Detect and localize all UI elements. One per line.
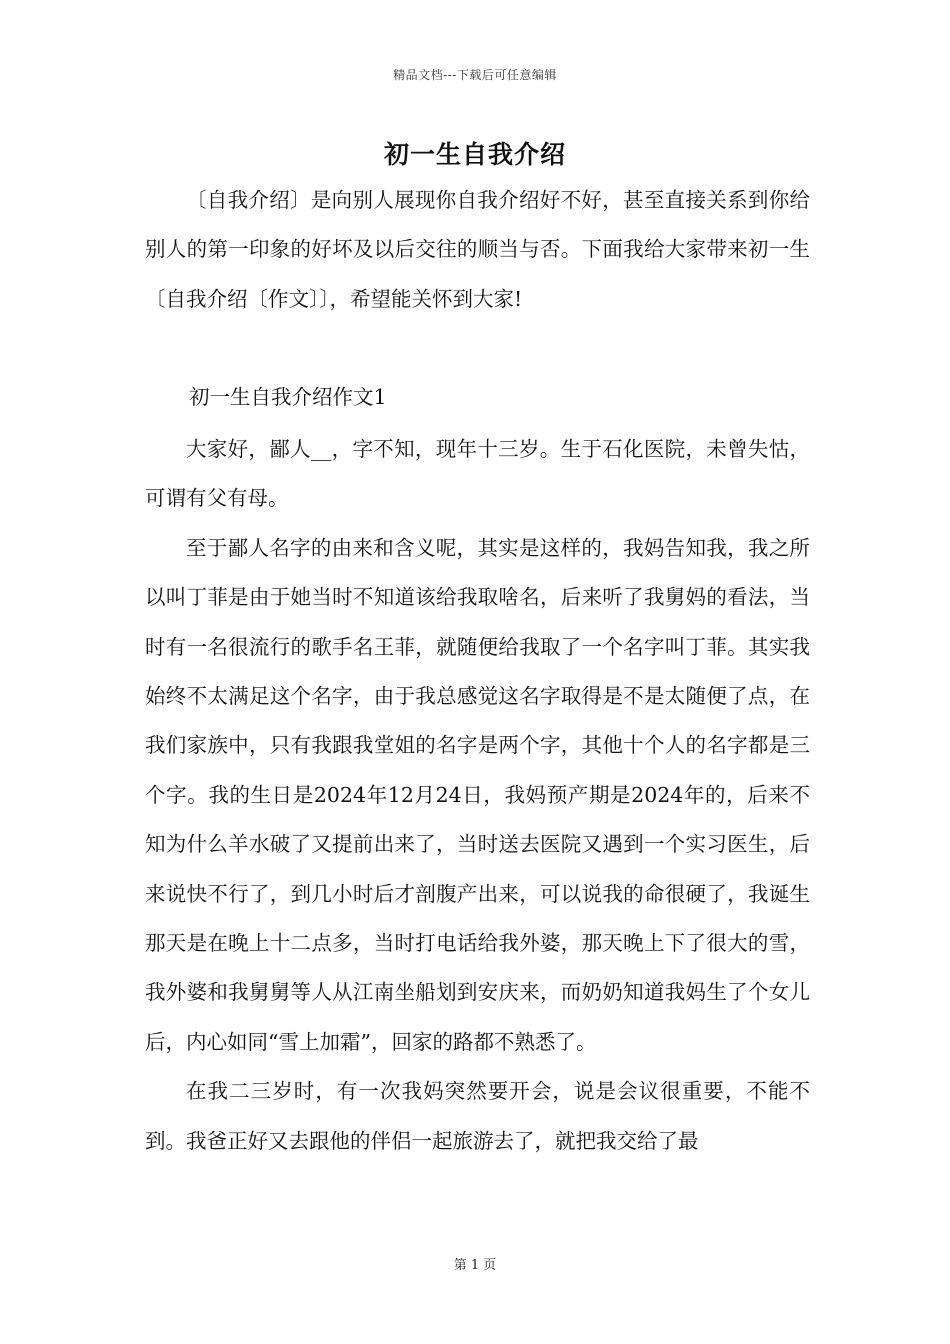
section-heading: 初一生自我介绍作文1 [189, 385, 387, 409]
page-header-note: 精品文档---下载后可任意编辑 [393, 68, 557, 82]
document-title: 初一生自我介绍 [383, 140, 566, 169]
page-number: 第 1 页 [453, 1258, 497, 1273]
essay-paragraph: 在我二三岁时，有一次我妈突然要开会，说是会议很重要，不能不到。我爸正好又去跟他的伴侣一起旅游去了，就把我交给了最 [145, 1079, 810, 1153]
intro-section [145, 176, 810, 324]
intro-paragraph: 〔自我介绍〕是向别人展现你自我介绍好不好，甚至直接关系到你给别人的第一印象的好坏及以后交往的顺当与否。下面我给大家带来初一生〔自我介绍〔作文〕〕，希望能关怀到大家! [145, 188, 810, 311]
essay-paragraph: 至于鄙人名字的由来和含义呢，其实是这样的，我妈告知我，我之所以叫丁菲是由于她当时不知道该给我取啥名，后来听了我舅妈的看法，当时有一名很流行的歌手名王菲，就随便给我取了一个名字叫丁菲。其实我始终不太满足这个名字，由于我总感觉这名字取得是不是太随便了点，在我们家族中，只有我跟我堂姐的名字是两个字，其他十个人的名字都是三个字。我的生日是2024年12月24日，我妈预产期是2024年的，后来不知为什么羊水破了又提前出来了，当时送去医院又遇到一个实习医生，后来说快不行了，到几小时后才剖腹产出来，可以说我的命很硬了，我诞生那天是在晚上十二点多，当时打电话给我外婆，那天晚上下了很大的雪，我外婆和我舅舅等人从江南坐船划到安庆来，而奶奶知道我妈生了个女儿后，内心如同“雪上加霜”，回家的路都不熟悉了。 [145, 535, 810, 1054]
essay-body [145, 425, 810, 1166]
essay-paragraph: 大家好，鄙人__，字不知，现年十三岁。生于石化医院，未曾失怙，可谓有父有母。 [145, 437, 810, 511]
